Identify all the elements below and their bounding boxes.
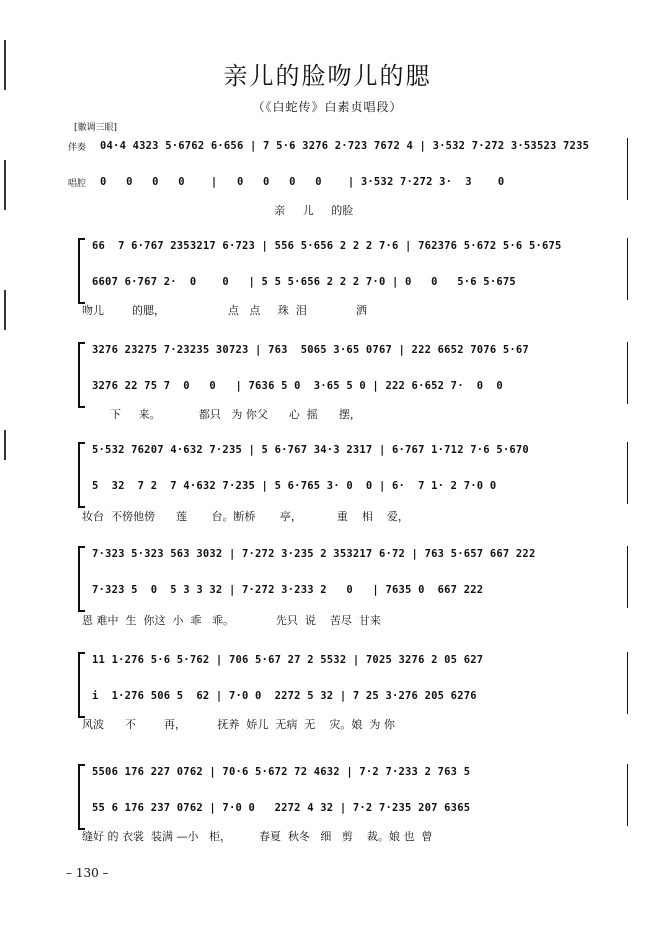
barline bbox=[627, 238, 628, 300]
barline bbox=[627, 442, 628, 504]
accompaniment-staff: 7·323 5·323 563 3032 | 7·272 3·235 2 353217 6·72 | 763 5·657 667 222 bbox=[92, 548, 536, 560]
barline bbox=[627, 764, 628, 826]
barline bbox=[627, 138, 628, 200]
system-brace bbox=[78, 238, 85, 304]
score-system bbox=[70, 758, 630, 866]
score-system bbox=[70, 646, 630, 754]
accompaniment-staff: 3276 23275 7·23235 30723 | 763 5065 3·65 0767 | 222 6652 7076 5·67 bbox=[92, 344, 529, 356]
lyric-line: 亲 儿 的脸 bbox=[82, 204, 354, 217]
lyric-line: 风波 不 再， 抚养 娇儿 无病 无 灾。娘 为 你 bbox=[82, 718, 395, 731]
vocal-staff: 6607 6·767 2· 0 0 | 5 5 5·656 2 2 2 7·0 | 0 0 5·6 5·675 bbox=[92, 276, 516, 288]
score-system bbox=[70, 436, 630, 544]
barline bbox=[627, 546, 628, 608]
margin-mark bbox=[4, 430, 6, 460]
score-system bbox=[70, 540, 630, 648]
score-system bbox=[70, 132, 630, 240]
song-title: 亲儿的脸吻儿的腮 bbox=[223, 62, 432, 90]
song-subtitle: （《白蛇传》白素贞唱段） bbox=[252, 100, 403, 114]
score-system bbox=[70, 232, 630, 340]
lyric-line: 吻儿 的腮， 点 点 珠 泪 洒 bbox=[82, 304, 367, 317]
vocal-staff: 55 6 176 237 0762 | 7·0 0 2272 4 32 | 7·2 7·235 207 6365 bbox=[92, 802, 471, 814]
system-brace bbox=[78, 442, 85, 508]
lyric-line: 下 来。 都只 为 你父 心 摇 摆， bbox=[82, 408, 361, 421]
margin-mark bbox=[4, 290, 6, 330]
vocal-staff: 3276 22 75 7 0 0 | 7636 5 0 3·65 5 0 | 222 6·652 7· 0 0 bbox=[92, 380, 503, 392]
vocal-staff: 7·323 5 0 5 3 3 32 | 7·272 3·233 2 0 | 7635 0 667 222 bbox=[92, 584, 484, 596]
accompaniment-staff: 66 7 6·767 2353217 6·723 | 556 5·656 2 2 2 7·6 | 762376 5·672 5·6 5·675 bbox=[92, 240, 562, 252]
lyric-line: 恩 难中 生 你这 小 乖 乖。 先只 说 苦尽 甘来 bbox=[82, 614, 381, 627]
part-label-vocal: 唱腔 bbox=[68, 179, 87, 189]
page-number: – 130 – bbox=[66, 866, 109, 880]
system-brace bbox=[78, 546, 85, 612]
vocal-staff: i 1·276 506 5 62 | 7·0 0 2272 5 32 | 7 25 3·276 205 6276 bbox=[92, 690, 477, 702]
margin-mark bbox=[4, 160, 6, 210]
accompaniment-staff: 04·4 4323 5·6762 6·656 | 7 5·6 3276 2·723 7672 4 | 3·532 7·272 3·53523 7235 bbox=[100, 140, 590, 152]
lyric-line: 缝好 的 衣裳 装满 —小 柜， 春夏 秋冬 细 剪 裁。娘 也 曾 bbox=[82, 830, 433, 843]
accompaniment-staff: 5·532 76207 4·632 7·235 | 5 6·767 34·3 2317 | 6·767 1·712 7·6 5·670 bbox=[92, 444, 529, 456]
system-brace bbox=[78, 342, 85, 408]
system-brace bbox=[78, 652, 85, 718]
barline bbox=[627, 652, 628, 714]
system-brace bbox=[78, 764, 85, 830]
accompaniment-staff: 11 1·276 5·6 5·762 | 706 5·67 27 2 5532 | 7025 3276 2 05 627 bbox=[92, 654, 484, 666]
mode-marking: [徽调三眼] bbox=[74, 123, 118, 133]
barline bbox=[627, 342, 628, 404]
lyric-line: 妆台 不傍他傍 莲 台。断桥 亭， 重 相 爱， bbox=[82, 510, 409, 523]
vocal-staff: 5 32 7 2 7 4·632 7·235 | 5 6·765 3· 0 0 | 6· 7 1· 2 7·0 0 bbox=[92, 480, 497, 492]
part-label-accompaniment: 伴奏 bbox=[68, 143, 87, 153]
score-system bbox=[70, 336, 630, 444]
vocal-staff: 0 0 0 0 | 0 0 0 0 | 3·532 7·272 3· 3 0 bbox=[100, 176, 505, 188]
accompaniment-staff: 5506 176 227 0762 | 70·6 5·672 72 4632 | 7·2 7·233 2 763 5 bbox=[92, 766, 471, 778]
